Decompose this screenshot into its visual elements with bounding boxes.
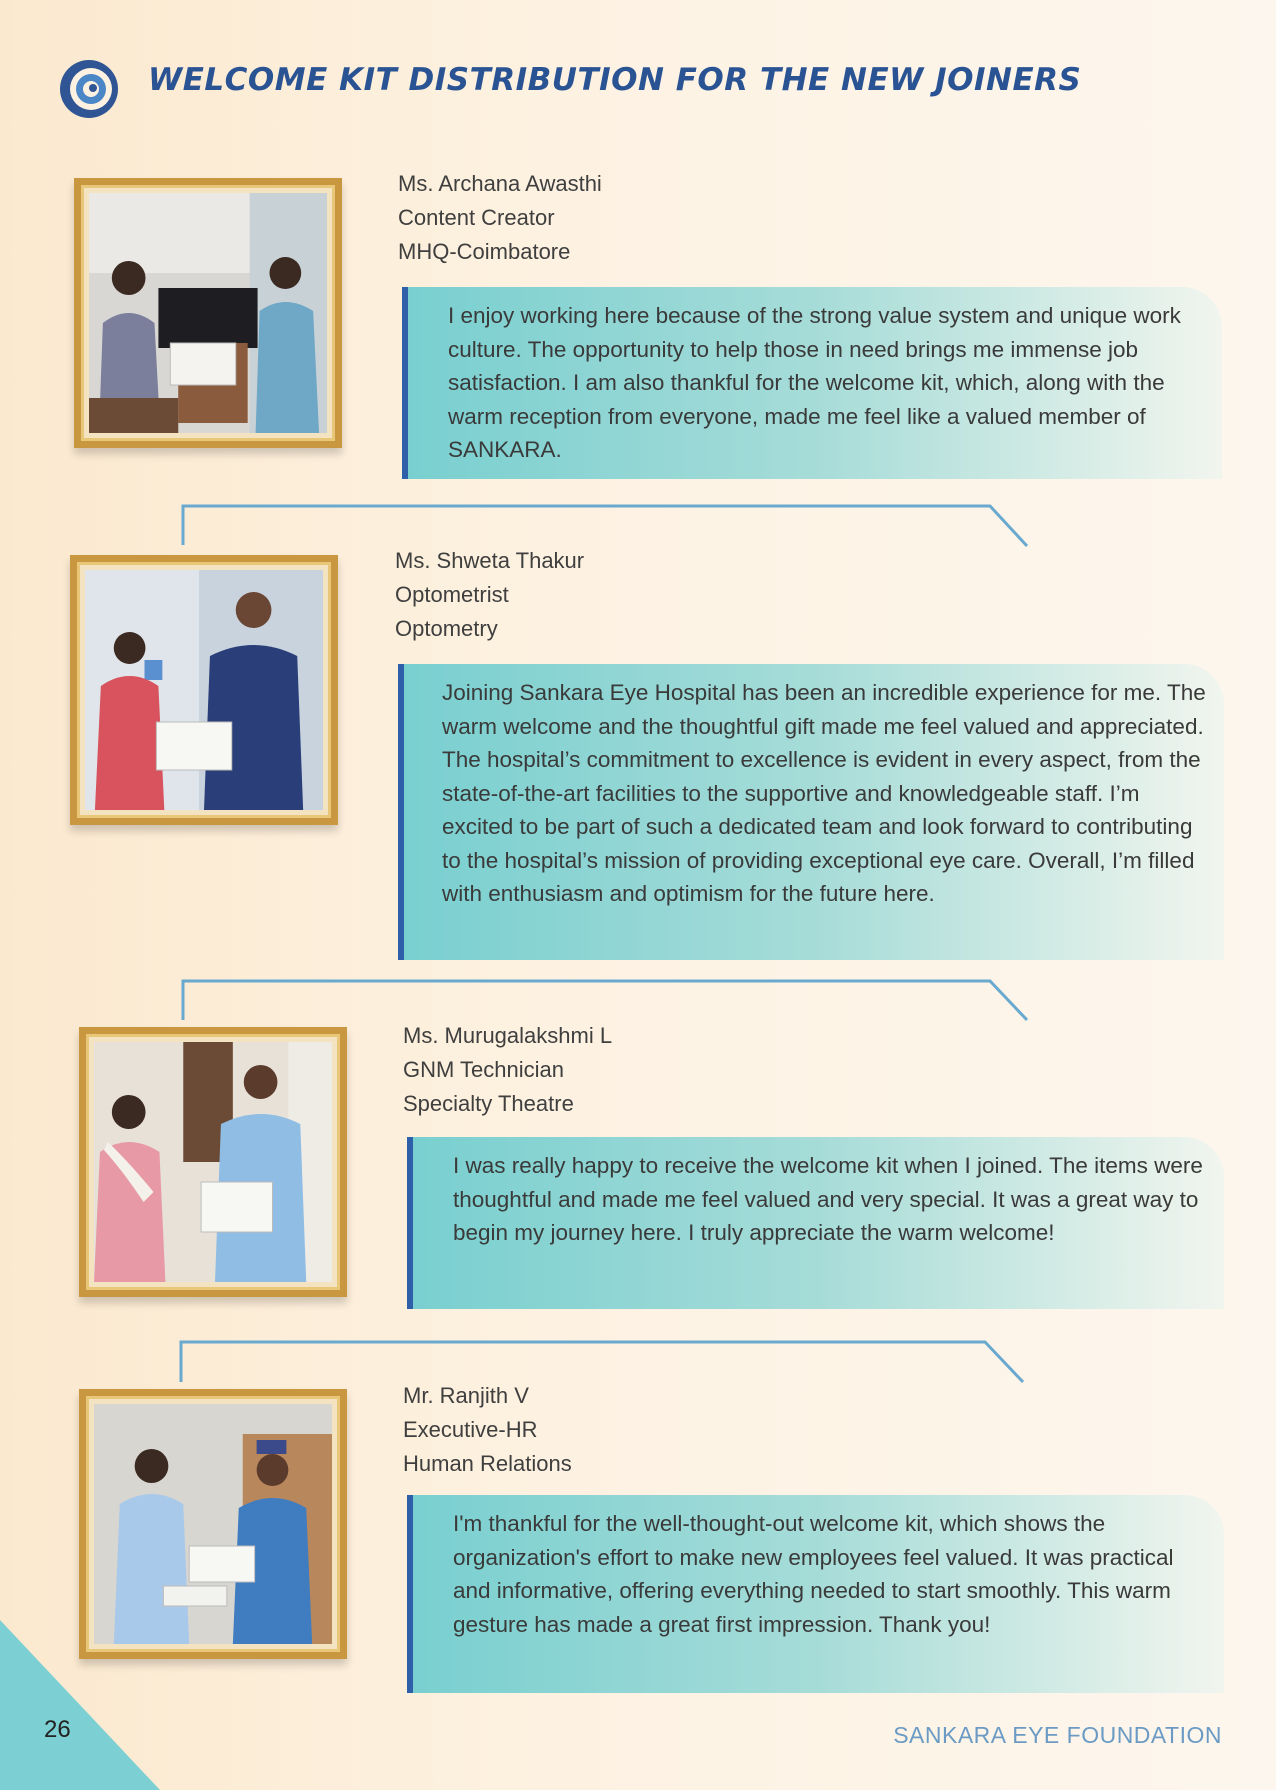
person-name: Ms. Shweta Thakur	[395, 548, 585, 573]
person-name: Mr. Ranjith V	[403, 1383, 529, 1408]
person-role: Executive-HR	[403, 1417, 538, 1442]
person-role: GNM Technician	[403, 1057, 564, 1082]
person-department: Human Relations	[403, 1451, 572, 1476]
person-info	[395, 544, 584, 646]
photo-welcome-kit-handover	[89, 193, 327, 433]
photo-frame	[79, 1389, 347, 1659]
photo-welcome-kit-handover	[94, 1404, 332, 1644]
photo-welcome-kit-handover	[85, 570, 323, 810]
testimonial-quote: I was really happy to receive the welcome kit when I joined. The items were thoughtful and made me feel valued and very special. It was a great way to begin my journey here. I truly appreciate the warm welcome!	[407, 1137, 1224, 1309]
photo-frame	[70, 555, 338, 825]
page-number: 26	[44, 1716, 71, 1743]
photo-welcome-kit-handover	[94, 1042, 332, 1282]
page-title: WELCOME KIT DISTRIBUTION FOR THE NEW JOINERS	[148, 62, 1082, 98]
person-info	[398, 167, 602, 269]
person-name: Ms. Murugalakshmi L	[403, 1023, 613, 1048]
person-department: Specialty Theatre	[403, 1091, 574, 1116]
footer-organization: SANKARA EYE FOUNDATION	[893, 1722, 1222, 1748]
photo-frame	[79, 1027, 347, 1297]
testimonial-quote: I enjoy working here because of the strong value system and unique work culture. The opportunity to help those in need brings me immense job satisfaction. I am also thankful for the welcome kit, which, along with the warm reception from everyone, made me feel like a valued member of SANKARA.	[402, 287, 1222, 479]
person-role: Content Creator	[398, 205, 555, 230]
person-info	[403, 1379, 572, 1481]
person-department: MHQ-Coimbatore	[398, 239, 571, 264]
person-info	[403, 1019, 612, 1121]
person-role: Optometrist	[395, 582, 509, 607]
person-name: Ms. Archana Awasthi	[398, 171, 602, 196]
photo-frame	[74, 178, 342, 448]
person-department: Optometry	[395, 616, 498, 641]
testimonial-quote: Joining Sankara Eye Hospital has been an incredible experience for me. The warm welcome and the thoughtful gift made me feel valued and appreciated. The hospital’s commitment to excellence is evident in every aspect, from the state-of-the-art facilities to the supportive and knowledgeable staff. I’m excited to be part of such a dedicated team and look forward to contributing to the hospital’s mission of providing exceptional eye care. Overall, I’m filled with enthusiasm and optimism for the future here.	[398, 664, 1224, 960]
testimonial-quote: I'm thankful for the well-thought-out welcome kit, which shows the organization's effort to make new employees feel valued. It was practical and informative, offering everything needed to start smoothly. This warm gesture has made a great first impression. Thank you!	[407, 1495, 1224, 1693]
corner-triangle	[0, 1620, 160, 1790]
